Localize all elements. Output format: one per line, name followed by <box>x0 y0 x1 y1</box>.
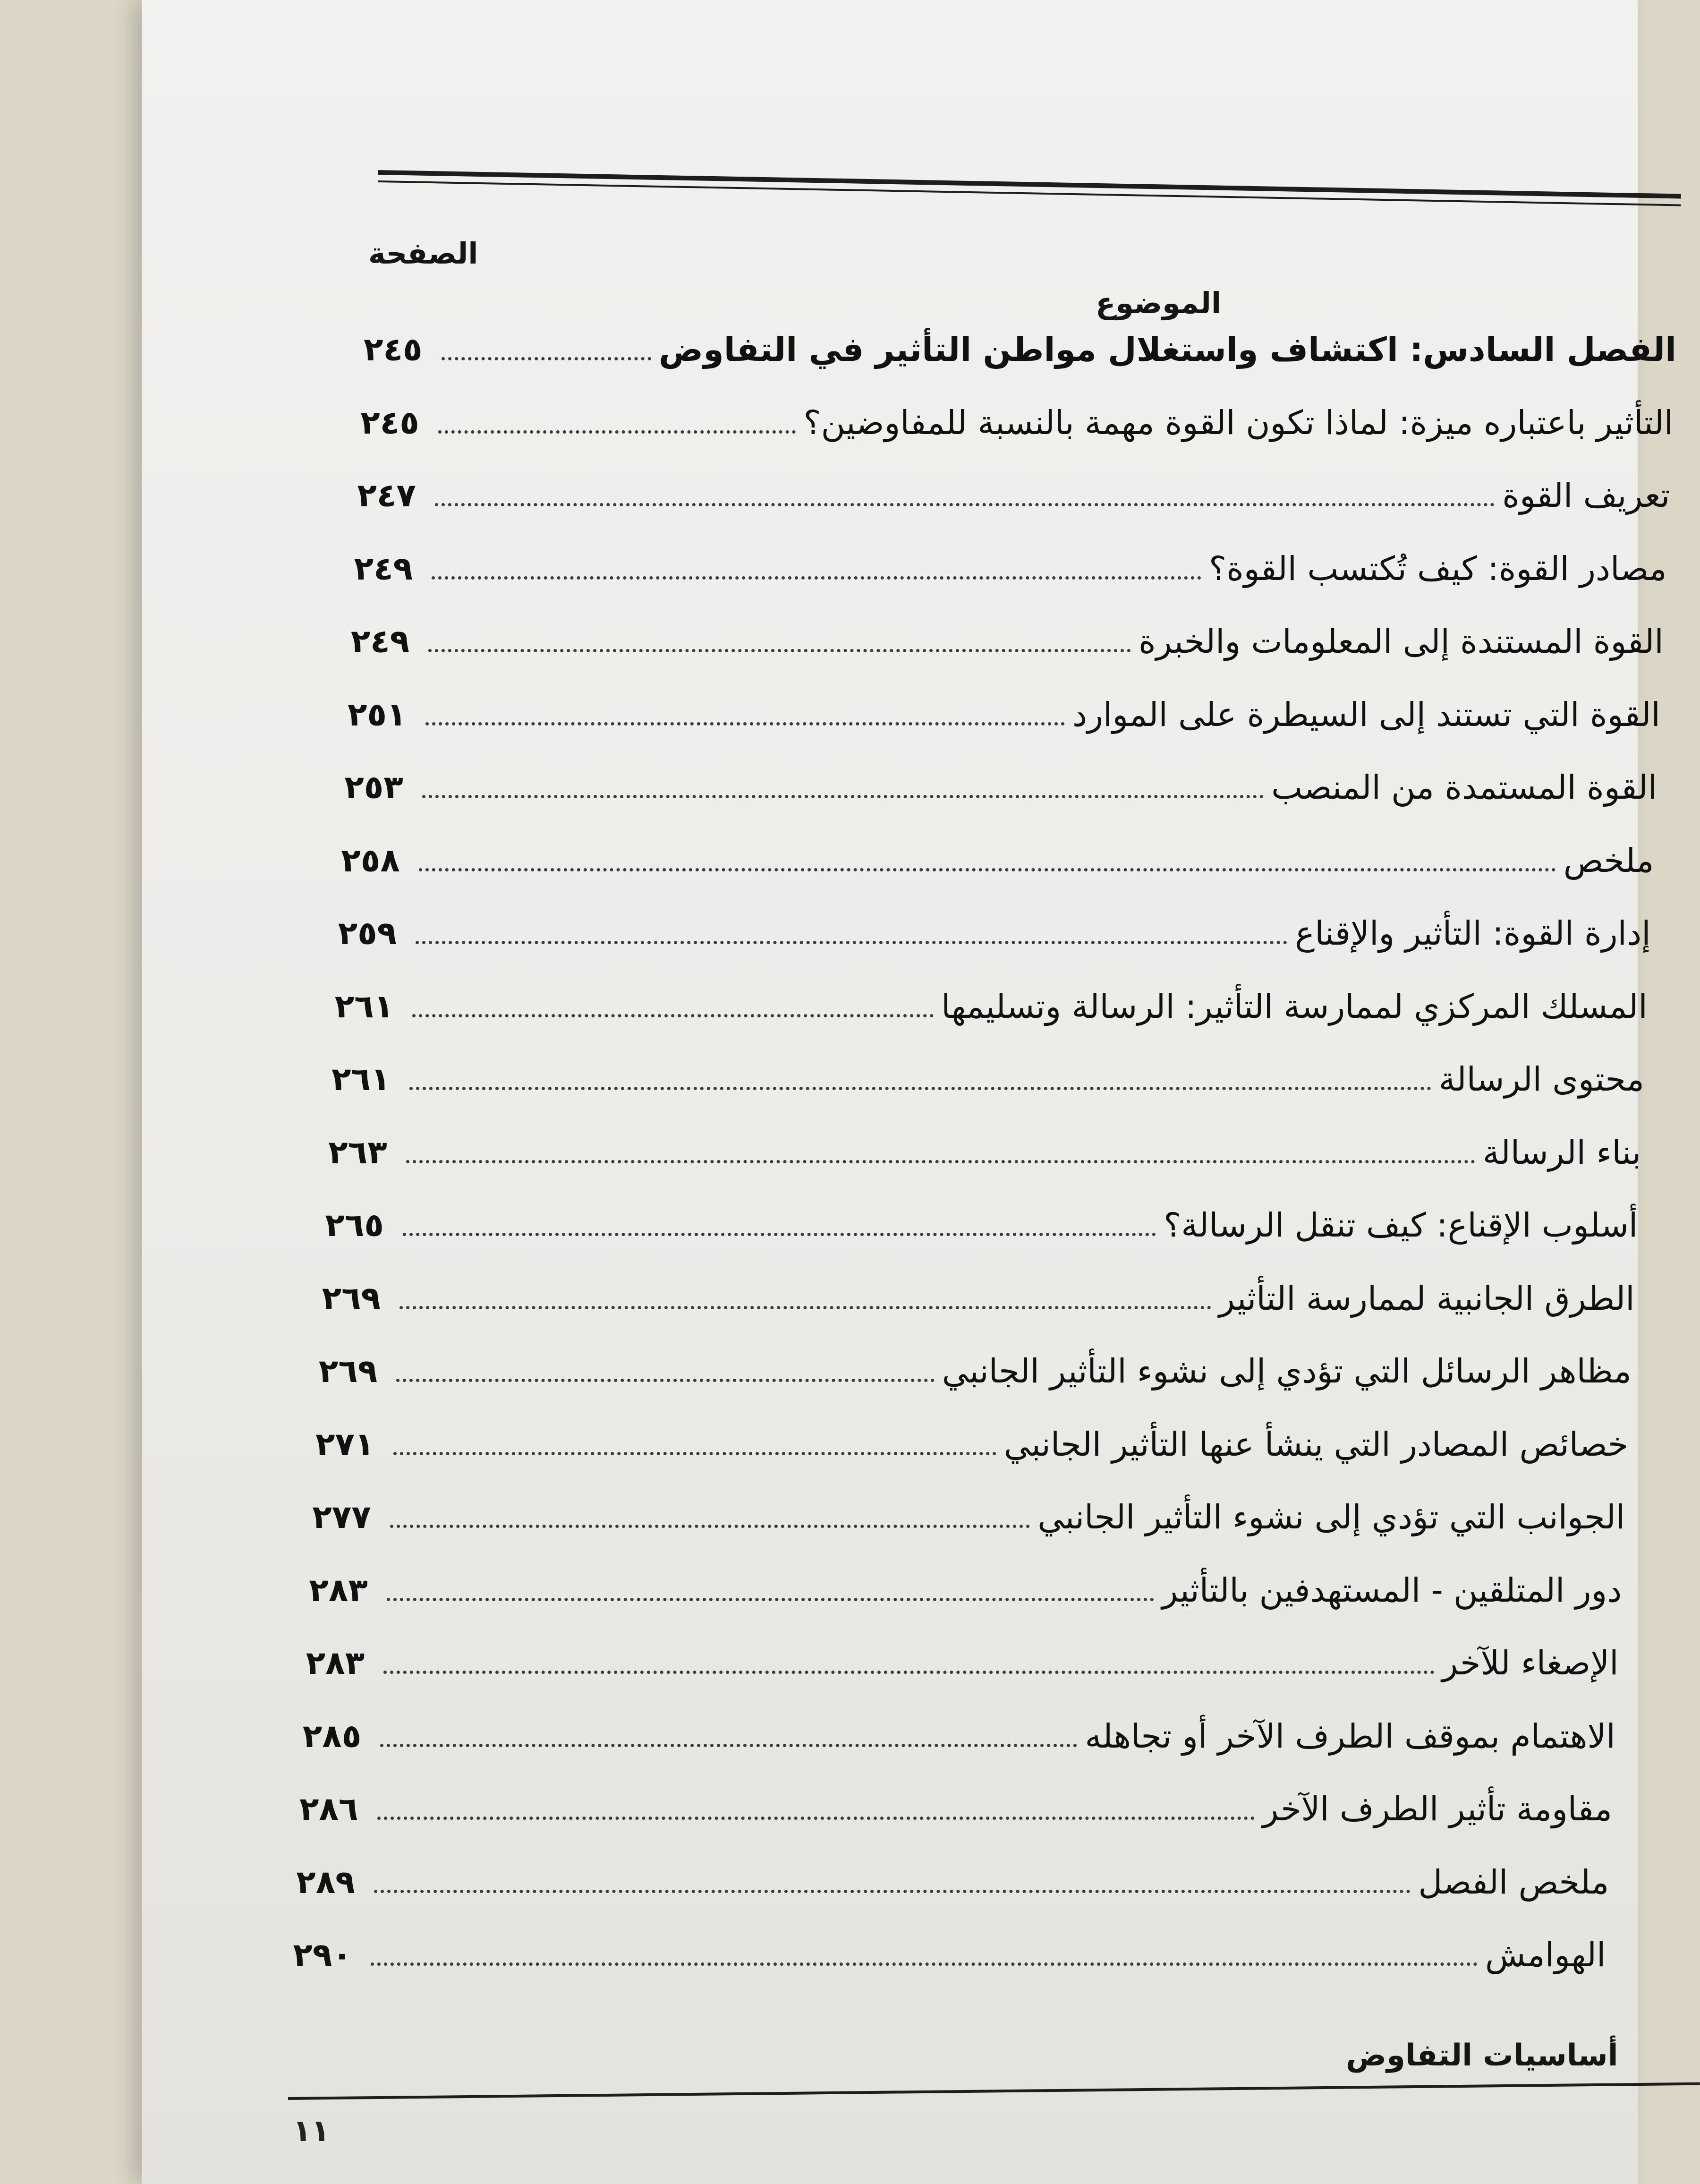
toc-entry-page-number: ٢٨٩ <box>296 1863 355 1901</box>
toc-entry-page-number: ٢٨٣ <box>306 1645 365 1682</box>
toc-entry <box>309 1555 1622 1610</box>
toc-entry-title: الطرق الجانبية لممارسة التأثير <box>1219 1279 1635 1318</box>
running-book-title: أساسيات التفاوض <box>1346 2038 1618 2073</box>
toc-entry <box>306 1628 1619 1680</box>
toc-entry <box>299 1774 1612 1826</box>
toc-entry <box>332 1044 1644 1099</box>
toc-entry <box>312 1482 1625 1534</box>
toc-dot-leader <box>390 1525 1030 1528</box>
toc-entry-title: بناء الرسالة <box>1482 1133 1641 1172</box>
toc-dot-leader <box>393 1452 996 1455</box>
toc-dot-leader <box>403 1233 1156 1236</box>
toc-dot-leader <box>438 430 796 434</box>
toc-entry-page-number: ٢٥٩ <box>338 915 397 952</box>
toc-entry-page-number: ٢٨٥ <box>302 1717 362 1755</box>
toc-entry <box>296 1847 1609 1902</box>
toc-entry-title: تعريف القوة <box>1502 476 1670 515</box>
toc-entry <box>341 825 1654 880</box>
toc-entry-title: الجوانب التي تؤدي إلى نشوء التأثير الجانبي <box>1037 1498 1625 1536</box>
toc-entry-page-number: ٢٩٠ <box>293 1937 352 1974</box>
toc-entry-page-number: ٢٤٩ <box>350 623 410 660</box>
toc-entry-title: مظاهر الرسائل التي تؤدي إلى نشوء التأثير الجانبي <box>942 1352 1632 1391</box>
toc-dot-leader <box>425 722 1065 725</box>
toc-dot-leader <box>422 795 1264 798</box>
toc-dot-leader <box>371 1962 1478 1966</box>
toc-entry-page-number: ٢٦١ <box>332 1061 391 1098</box>
toc-entry-title: القوة المستندة إلى المعلومات والخبرة <box>1139 622 1664 661</box>
toc-dot-leader <box>442 357 652 360</box>
toc-entry-page-number: ٢٥١ <box>348 696 407 734</box>
toc-entry-title: الإصغاء للآخر <box>1442 1644 1619 1682</box>
toc-dot-leader <box>409 1087 1431 1090</box>
toc-dot-leader <box>377 1817 1255 1820</box>
subject-column-heading: الموضوع <box>1096 286 1222 320</box>
toc-entry-title: ملخص <box>1563 841 1654 880</box>
toc-entry-title: دور المتلقين - المستهدفين بالتأثير <box>1162 1570 1622 1610</box>
toc-entry <box>348 679 1660 734</box>
toc-entry-page-number: ٢٦٣ <box>328 1134 387 1171</box>
toc-entry <box>302 1701 1615 1756</box>
toc-entry-page-number: ٢٦١ <box>334 988 394 1025</box>
toc-dot-leader <box>432 576 1201 580</box>
toc-entry <box>360 387 1674 442</box>
toc-entry-page-number: ٢٥٣ <box>344 769 403 806</box>
toc-entry <box>325 1190 1638 1245</box>
toc-entry-title: خصائص المصادر التي ينشأ عنها التأثير الجانبي <box>1003 1425 1628 1464</box>
toc-entry-title: الفصل السادس: اكتشاف واستغلال مواطن التأثير في التفاوض <box>659 330 1676 369</box>
toc-dot-leader <box>412 1014 934 1017</box>
toc-entry-title: أسلوب الإقناع: كيف تنقل الرسالة؟ <box>1164 1206 1638 1245</box>
toc-entry-page-number: ٢٦٥ <box>325 1207 384 1244</box>
toc-entry-title: مصادر القوة: كيف تُكتسب القوة؟ <box>1208 549 1667 588</box>
toc-entry-title: محتوى الرسالة <box>1438 1060 1644 1099</box>
toc-entry <box>328 1117 1641 1172</box>
toc-entry-page-number: ٢٦٩ <box>322 1280 381 1317</box>
page-column-heading: الصفحة <box>368 236 478 271</box>
toc-dot-leader <box>387 1598 1155 1601</box>
toc-entry <box>354 533 1667 588</box>
toc-entry-page-number: ٢٤٧ <box>357 477 416 514</box>
page-number: ١١ <box>293 2114 330 2149</box>
toc-entry <box>338 898 1651 953</box>
toc-entry-page-number: ٢٨٣ <box>309 1571 368 1609</box>
toc-dot-leader <box>428 649 1131 652</box>
toc-entry <box>293 1920 1606 1974</box>
toc-entry-title: الاهتمام بموقف الطرف الآخر أو تجاهله <box>1085 1716 1615 1756</box>
toc-entry-page-number: ٢٦٩ <box>318 1353 378 1390</box>
toc-entry-page-number: ٢٤٥ <box>364 331 423 368</box>
toc-entry-page-number: ٢٥٨ <box>341 842 400 879</box>
toc-dot-leader <box>435 503 1495 506</box>
toc-entry <box>322 1263 1635 1318</box>
toc-entry-title: التأثير باعتباره ميزة: لماذا تكون القوة مهمة بالنسبة للمفاوضين؟ <box>803 403 1674 442</box>
toc-entry-page-number: ٢٧١ <box>315 1425 374 1463</box>
toc-entry-title: إدارة القوة: التأثير والإقناع <box>1295 914 1651 953</box>
toc-entry-page-number: ٢٧٧ <box>312 1499 371 1536</box>
toc-entry <box>357 460 1670 515</box>
toc-entry <box>318 1336 1632 1391</box>
toc-dot-leader <box>406 1160 1475 1163</box>
toc-dot-leader <box>416 941 1287 944</box>
toc-entry-title: المسلك المركزي لممارسة التأثير: الرسالة وتسليمها <box>941 987 1648 1026</box>
table-of-contents <box>142 0 1676 2184</box>
toc-dot-leader <box>383 1671 1434 1674</box>
toc-dot-leader <box>419 868 1556 871</box>
toc-entry-title: القوة المستمدة من المنصب <box>1271 768 1658 807</box>
toc-entry <box>334 971 1648 1026</box>
toc-entry-page-number: ٢٤٩ <box>354 550 413 588</box>
toc-dot-leader <box>374 1890 1411 1893</box>
toc-dot-leader <box>396 1379 934 1382</box>
toc-entry <box>344 752 1658 807</box>
toc-entry-page-number: ٢٤٥ <box>360 404 419 442</box>
book-page <box>142 0 1676 2184</box>
toc-dot-leader <box>400 1306 1211 1309</box>
toc-entry-page-number: ٢٨٦ <box>299 1791 358 1828</box>
toc-dot-leader <box>380 1744 1077 1747</box>
toc-entry-title: الهوامش <box>1485 1936 1606 1974</box>
toc-entry-title: القوة التي تستند إلى السيطرة على الموارد <box>1072 695 1660 734</box>
toc-entry <box>315 1409 1628 1464</box>
toc-entry-title: ملخص الفصل <box>1418 1862 1609 1902</box>
toc-entry-title: مقاومة تأثير الطرف الآخر <box>1262 1790 1612 1828</box>
toc-entry <box>364 314 1676 369</box>
toc-entry <box>350 606 1664 661</box>
